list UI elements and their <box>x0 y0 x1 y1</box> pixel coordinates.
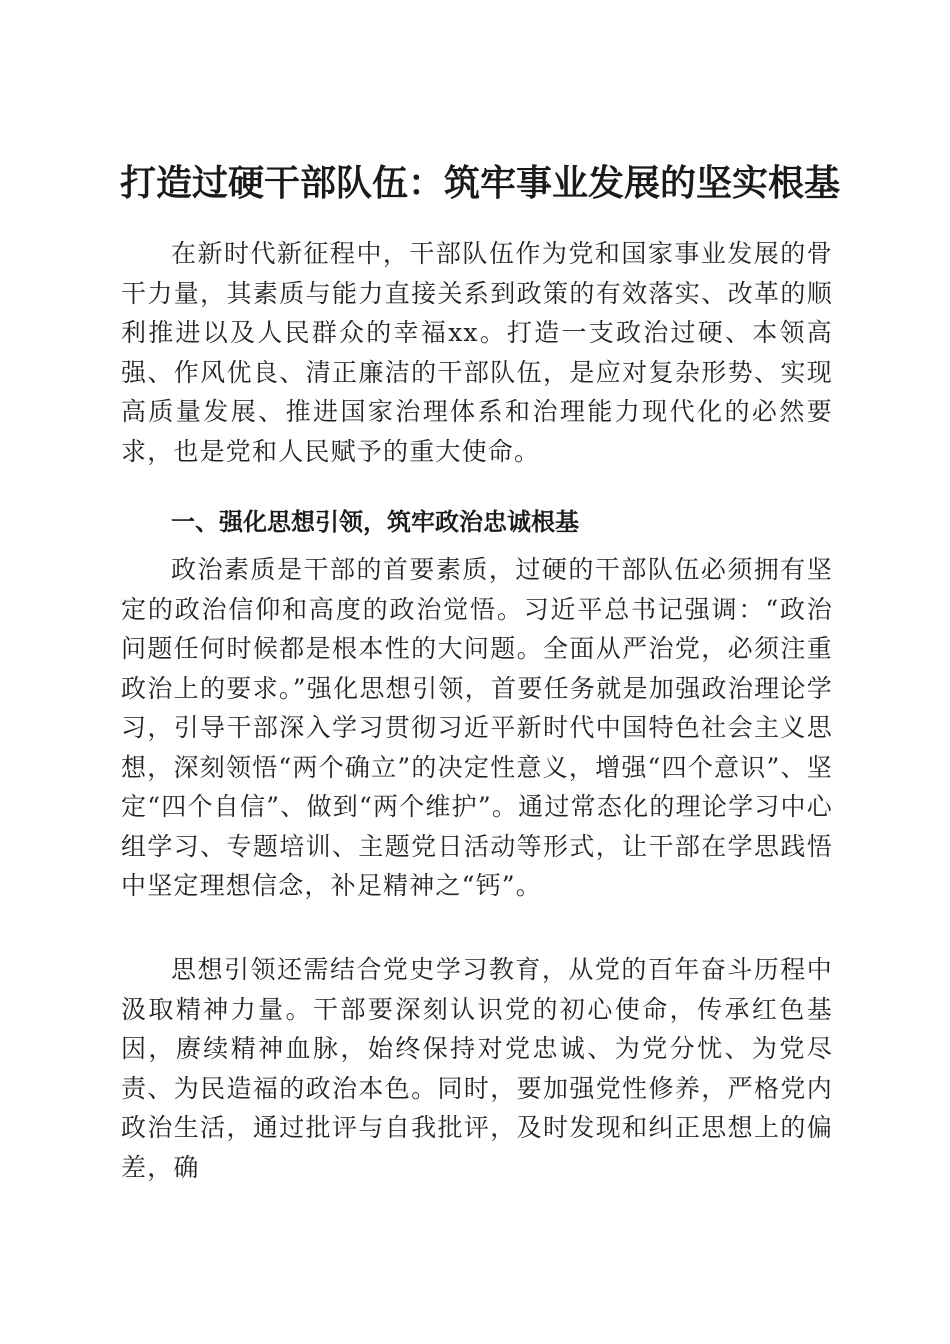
section-paragraph-1: 政治素质是干部的首要素质，过硬的干部队伍必须拥有坚定的政治信仰和高度的政治觉悟。习近平总书记强调：“政治问题任何时候都是根本性的大问题。全面从严治党，必须注重政治上的要求。”强化思想引领，首要任务就是加强政治理论学习，引导干部深入学习贯彻习近平新时代中国特色社会主义思想，深刻领悟“两个确立”的决定性意义，增强“四个意识”、坚定“四个自信”、做到“两个维护”。通过常态化的理论学习中心组学习、专题培训、主题党日活动等形式，让干部在学思践悟中坚定理想信念，补足精神之“钙”。 <box>121 555 833 900</box>
intro-paragraph: 在新时代新征程中，干部队伍作为党和国家事业发展的骨干力量，其素质与能力直接关系到政策的有效落实、改革的顺利推进以及人民群众的幸福xx。打造一支政治过硬、本领高强、作风优良、清正廉洁的干部队伍，是应对复杂形势、实现高质量发展、推进国家治理体系和治理能力现代化的必然要求，也是党和人民赋予的重大使命。 <box>121 239 833 466</box>
section-paragraph-2: 思想引领还需结合党史学习教育，从党的百年奋斗历程中汲取精神力量。干部要深刻认识党的初心使命，传承红色基因，赓续精神血脉，始终保持对党忠诚、为党分忧、为党尽责、为民造福的政治本色。同时，要加强党性修养，严格党内政治生活，通过批评与自我批评，及时发现和纠正思想上的偏差，确 <box>121 955 833 1182</box>
section-heading: 一、强化思想引领，筑牢政治忠诚根基 <box>171 508 579 536</box>
document-title: 打造过硬干部队伍：筑牢事业发展的坚实根基 <box>120 162 841 205</box>
